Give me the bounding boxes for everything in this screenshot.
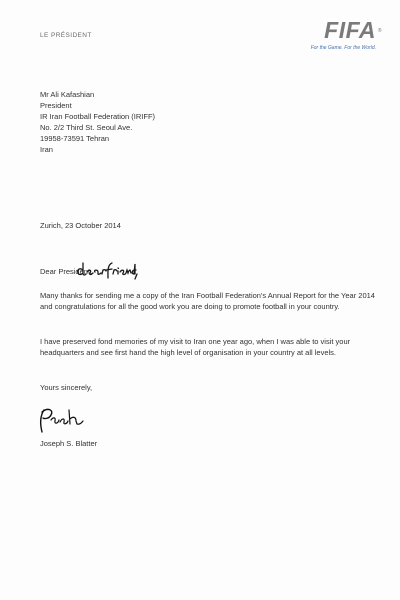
address-line: Iran [40,145,53,154]
address-line: No. 2/2 Third St. Seoul Ave. [40,123,133,132]
letterhead-label: LE PRÉSIDENT [40,32,92,39]
fifa-logo-text: FIFA [324,17,376,43]
closing: Yours sincerely, [40,383,93,392]
address-line: President [40,101,72,110]
salutation: Dear President, [40,267,93,276]
address-line: IR Iran Football Federation (IRIFF) [40,112,156,121]
signer-name: Joseph S. Blatter [40,439,98,448]
letter-date: Zurich, 23 October 2014 [40,221,121,230]
body-paragraph: Many thanks for sending me a copy of the Iran Football Federation's Annual Report for the Year 2014 and congratulations for all the good work you are doing to promote football in your country. [40,291,375,311]
address-line: 19958-73591 Tehran [40,134,110,143]
fifa-logo-word [324,17,382,43]
fifa-logo [306,17,382,51]
address-line: Mr Ali Kafashian [40,90,95,99]
recipient-address [40,89,155,155]
handwritten-note [74,259,138,281]
registered-mark: ® [377,28,382,34]
body-paragraph: I have preserved fond memories of my visit to Iran one year ago, when I was able to visit your headquarters and see first hand the high level of organisation in your country at all levels. [40,337,351,357]
signature [34,402,86,436]
fifa-tagline: For the Game. For the World. [310,45,376,51]
